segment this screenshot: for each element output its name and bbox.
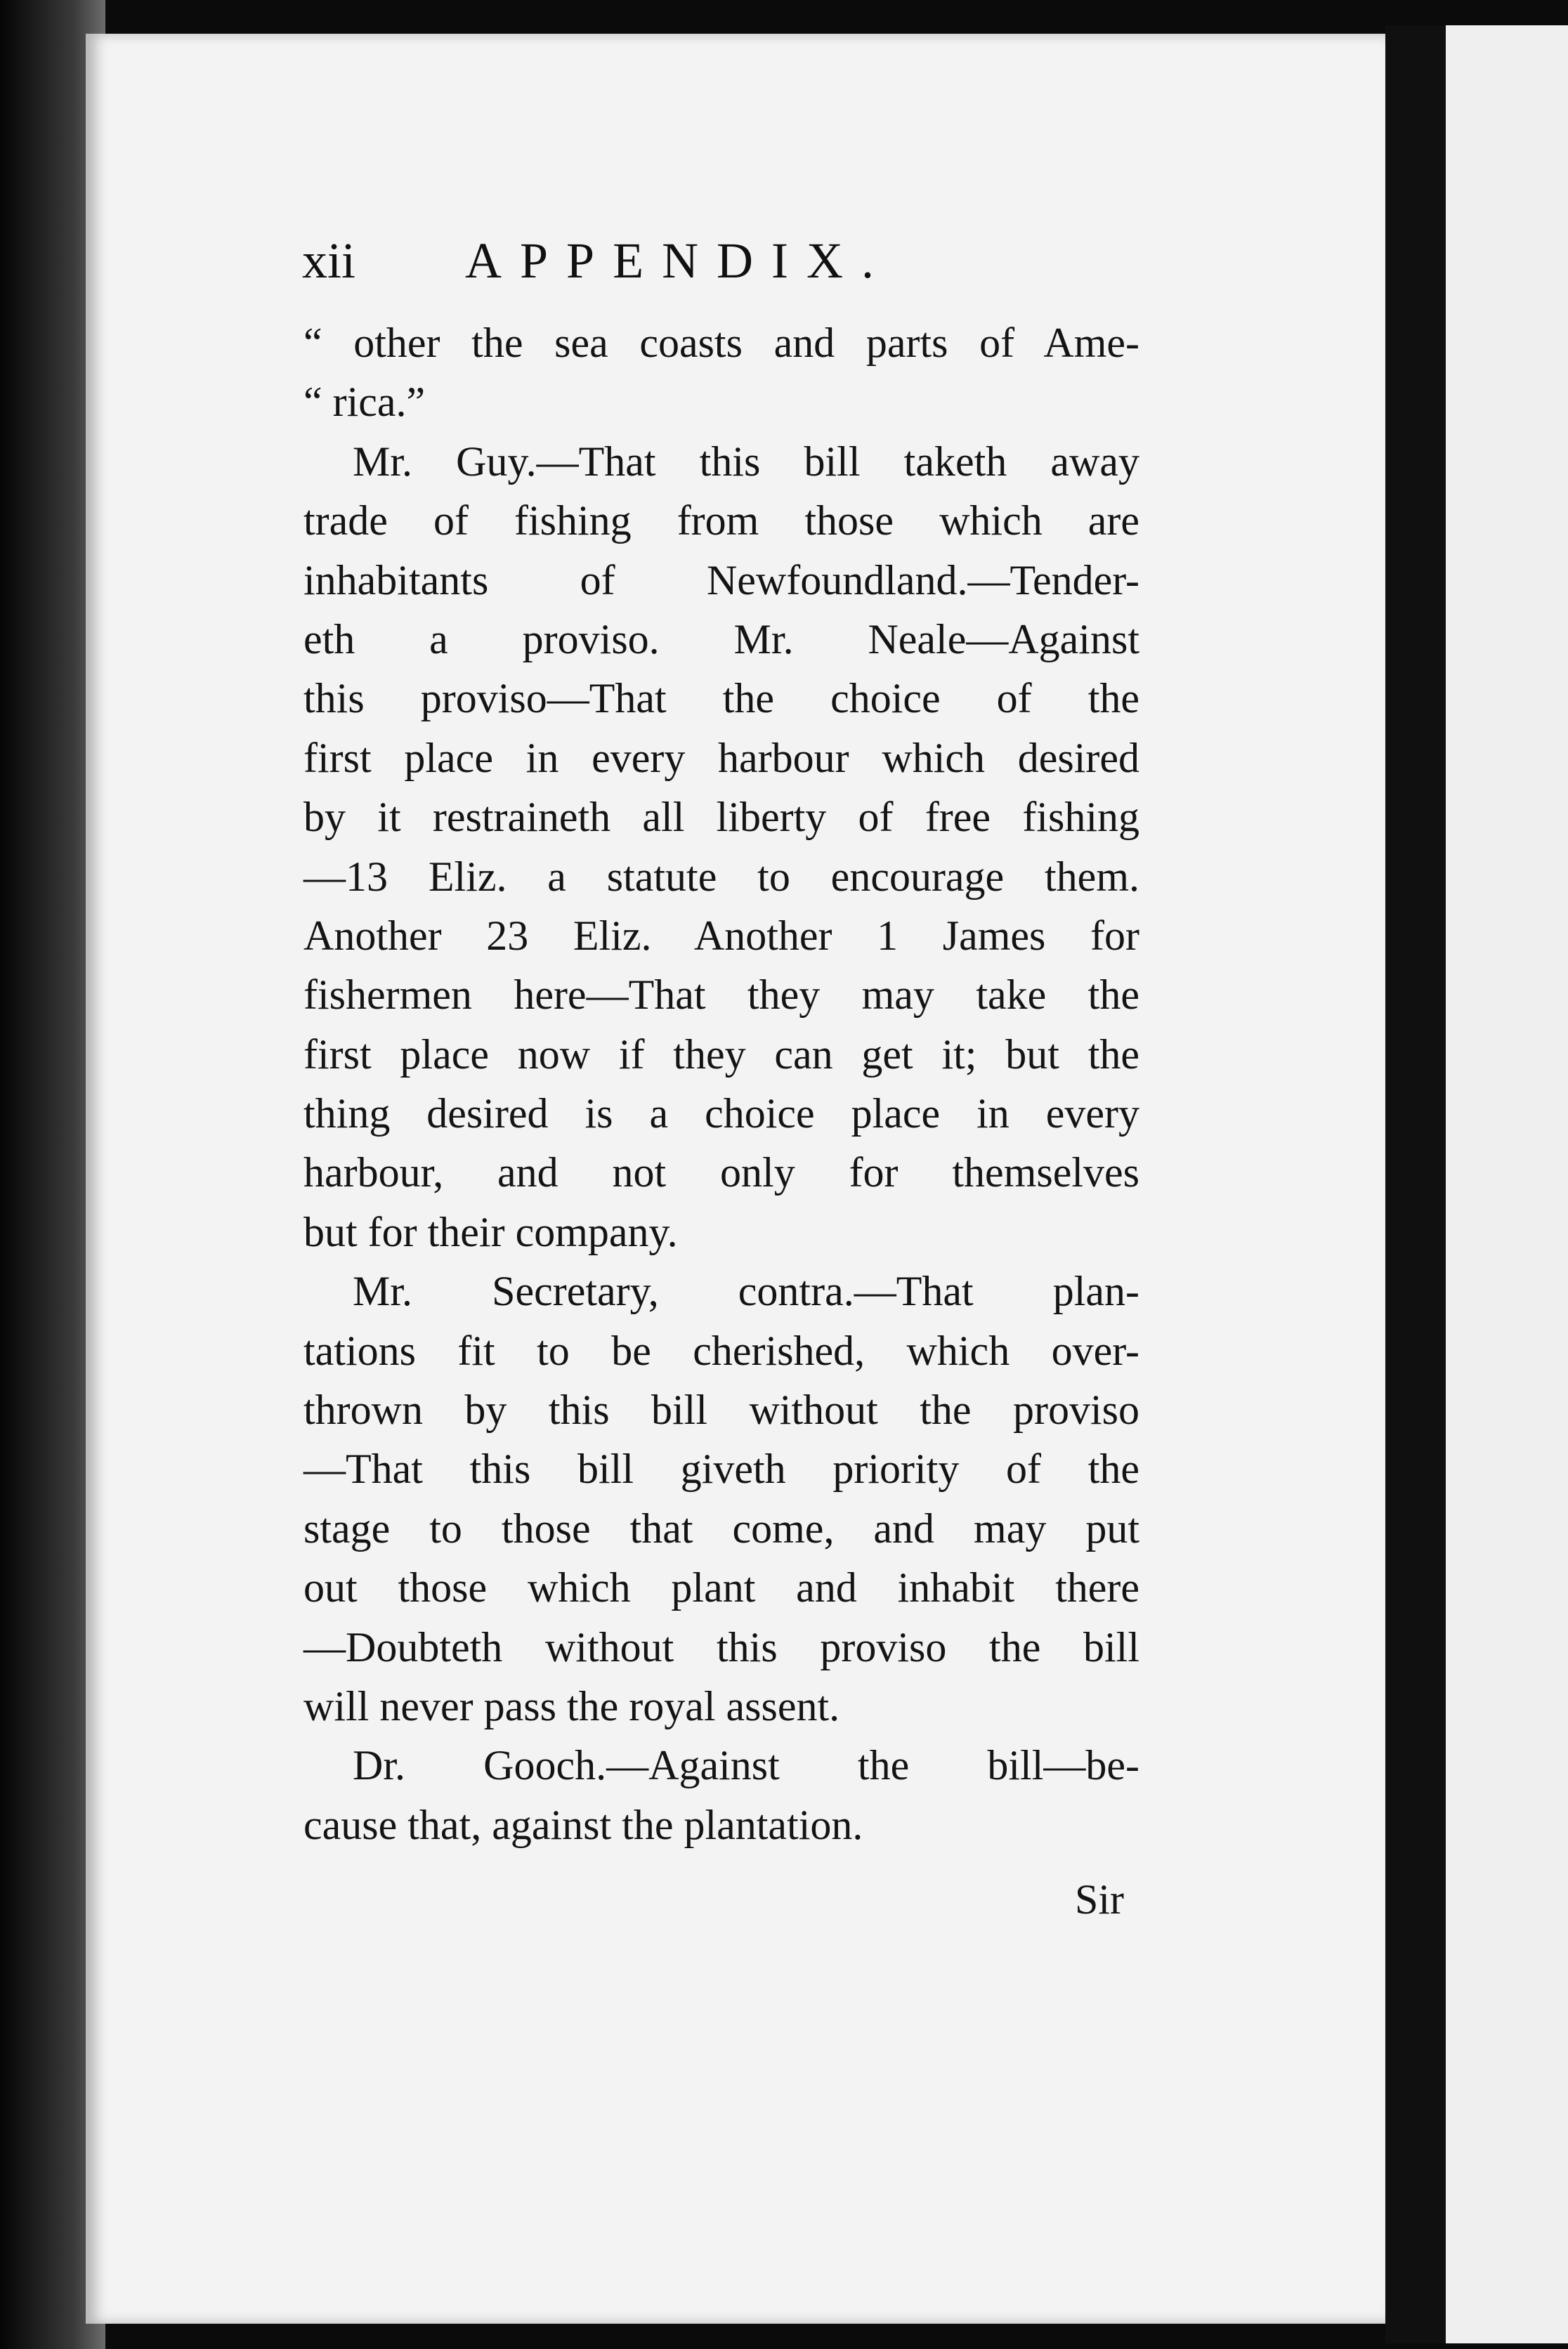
text-line: first place in every harbour which desired <box>303 734 1139 781</box>
text-line: thrown by this bill without the proviso <box>303 1387 1139 1434</box>
text-line: cause that, against the plantation. <box>303 1801 863 1848</box>
text-line: “ other the sea coasts and parts of Ame- <box>303 320 1139 366</box>
text-line: —Doubteth without this proviso the bill <box>303 1623 1139 1670</box>
text-line: but for their company. <box>303 1208 678 1255</box>
text-line: by it restraineth all liberty of free fishing <box>303 794 1139 841</box>
text-line: inhabitants of Newfoundland.—Tender- <box>303 556 1139 603</box>
text-line: harbour, and not only for themselves <box>303 1149 1139 1196</box>
text-line: first place now if they can get it; but the <box>303 1030 1139 1078</box>
text-line: eth a proviso. Mr. Neale—Against <box>303 615 1139 662</box>
page-header <box>302 232 1005 302</box>
catchword: Sir <box>1075 1876 1125 1923</box>
text-line: this proviso—That the choice of the <box>303 675 1139 722</box>
text-line: —13 Eliz. a statute to encourage them. <box>303 853 1139 900</box>
text-line: Mr. Secretary, contra.—That plan- <box>353 1268 1139 1315</box>
running-head: APPENDIX. <box>465 233 893 289</box>
text-line: trade of fishing from those which are <box>303 497 1139 544</box>
text-line: will never pass the royal assent. <box>303 1682 840 1729</box>
text-line: stage to those that come, and may put <box>303 1505 1139 1552</box>
facing-page-edge <box>1446 25 1568 2343</box>
page-gutter <box>1385 25 1446 2343</box>
text-line: out those which plant and inhabit there <box>303 1564 1139 1611</box>
text-line: Another 23 Eliz. Another 1 James for <box>303 912 1139 959</box>
text-line: “ rica.” <box>303 379 426 426</box>
text-line: thing desired is a choice place in every <box>303 1090 1139 1137</box>
text-line: Dr. Gooch.—Against the bill—be- <box>353 1742 1139 1789</box>
body-text <box>303 313 1139 1854</box>
text-line: Mr. Guy.—That this bill taketh away <box>353 438 1139 485</box>
text-line: —That this bill giveth priority of the <box>303 1446 1139 1493</box>
page-number: xii <box>302 233 356 289</box>
text-line: tations fit to be cherished, which over- <box>303 1327 1139 1374</box>
text-line: fishermen here—That they may take the <box>303 971 1139 1019</box>
